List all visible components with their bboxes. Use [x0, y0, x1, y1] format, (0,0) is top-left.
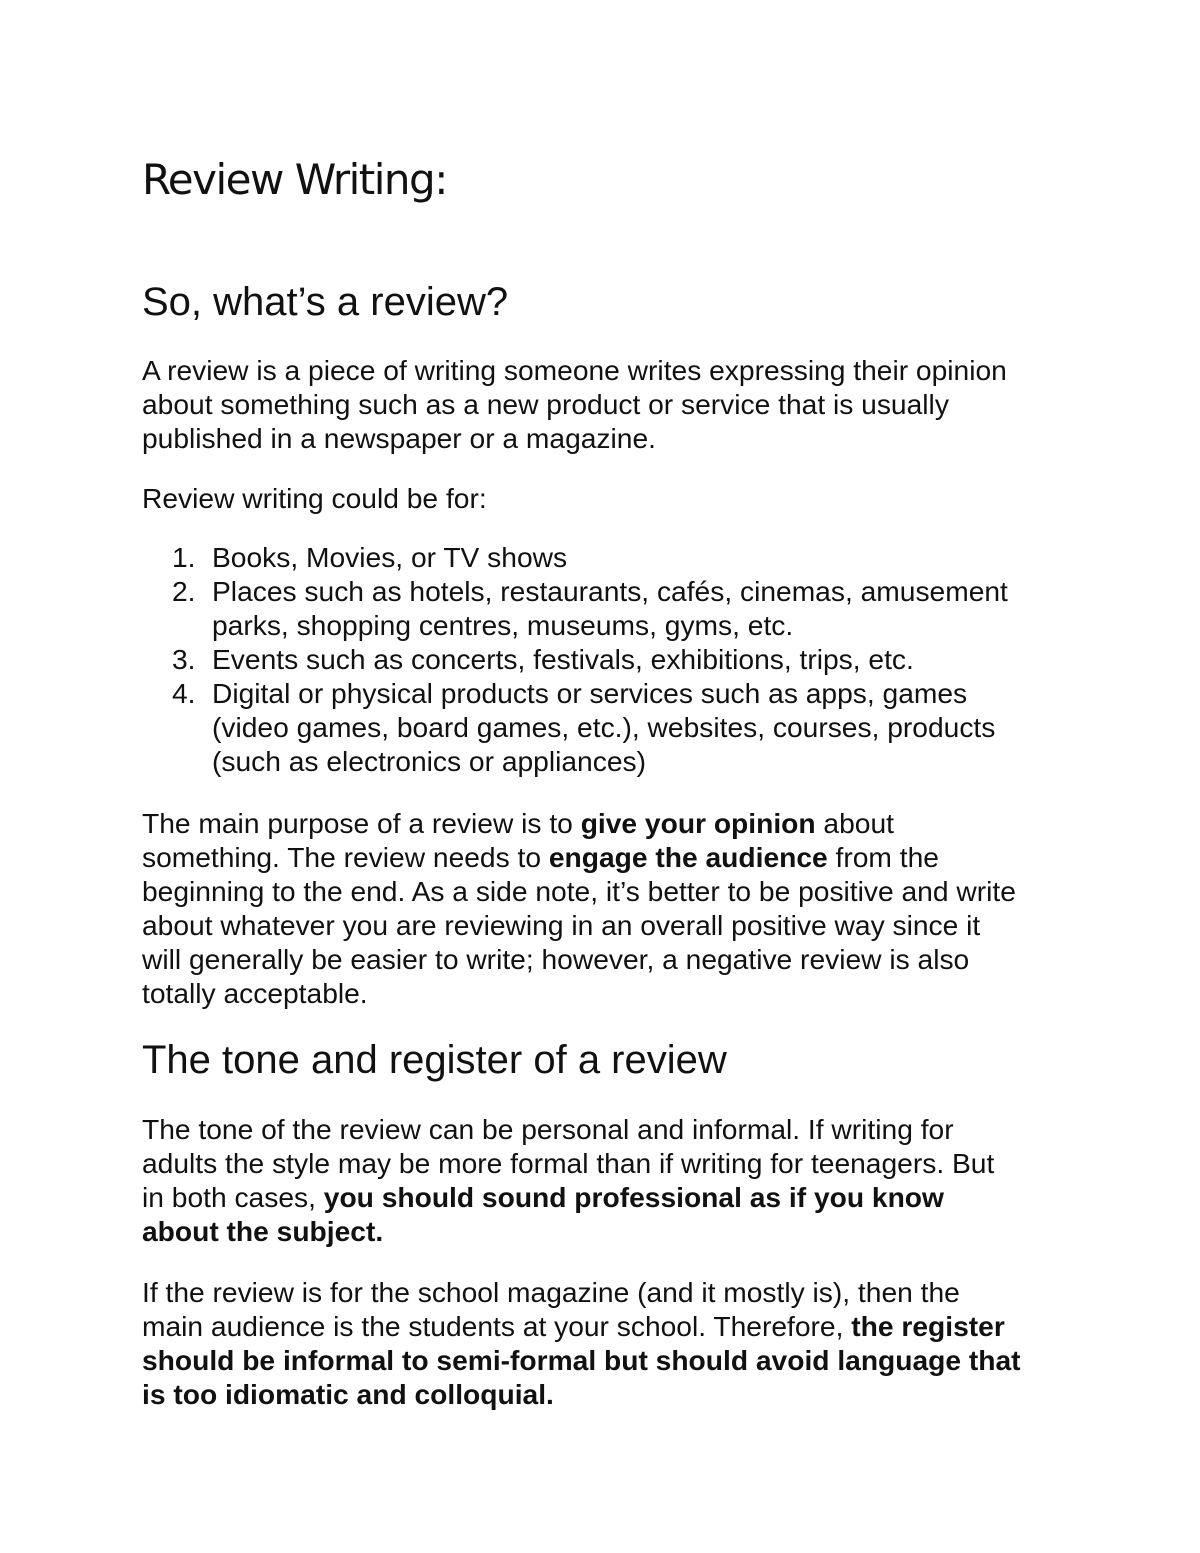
list-number: 2.: [172, 575, 196, 607]
list-item-text: Digital or physical products or services such as apps, games: [212, 677, 968, 709]
definition-line: about something such as a new product or service that is usually: [142, 388, 949, 420]
text-run: The main purpose of a review is to: [142, 807, 581, 839]
text-run: from the: [827, 841, 939, 873]
bold-phrase: you should sound professional as if you know: [323, 1181, 944, 1213]
list-item: [142, 676, 1082, 778]
list-number: 4.: [172, 677, 196, 709]
list-item-text: Places such as hotels, restaurants, cafés, cinemas, amusement: [212, 575, 1008, 607]
text-run: adults the style may be more formal than if writing for teenagers. But: [142, 1147, 995, 1179]
text-run: about: [815, 807, 894, 839]
bold-phrase: the register: [851, 1310, 1005, 1342]
text-run: main audience is the students at your school. Therefore,: [142, 1310, 852, 1342]
heading-tone-register: The tone and register of a review: [142, 1038, 727, 1082]
list-intro: Review writing could be for:: [142, 482, 487, 514]
list-item: [142, 642, 1082, 676]
list-item: [142, 574, 1082, 642]
list-item-text: parks, shopping centres, museums, gyms, etc.: [212, 609, 794, 641]
review-types-list: [142, 540, 1082, 778]
bold-phrase: is too idiomatic and colloquial.: [142, 1378, 554, 1410]
text-run: will generally be easier to write; however, a negative review is also: [142, 943, 970, 975]
bold-phrase: engage the audience: [548, 841, 828, 873]
list-item: [142, 540, 1082, 574]
register-paragraph: [142, 1275, 1082, 1411]
text-run: beginning to the end. As a side note, it’s better to be positive and write: [142, 875, 1016, 907]
text-run: something. The review needs to: [142, 841, 549, 873]
list-item-text: (such as electronics or appliances): [212, 745, 646, 777]
text-run: about whatever you are reviewing in an overall positive way since it: [142, 909, 981, 941]
bold-phrase: give your opinion: [580, 807, 816, 839]
text-run: totally acceptable.: [142, 977, 368, 1009]
definition-paragraph: [142, 353, 1082, 455]
list-item-text: Books, Movies, or TV shows: [212, 541, 568, 573]
text-run: in both cases,: [142, 1181, 324, 1213]
definition-line: A review is a piece of writing someone writes expressing their opinion: [142, 354, 1007, 386]
purpose-paragraph: [142, 806, 1082, 1010]
bold-phrase: about the subject.: [142, 1215, 384, 1247]
bold-phrase: should be informal to semi-formal but should avoid language that: [142, 1344, 1021, 1376]
text-run: The tone of the review can be personal and informal. If writing for: [142, 1113, 954, 1145]
list-number: 3.: [172, 643, 196, 675]
definition-line: published in a newspaper or a magazine.: [142, 422, 656, 454]
text-run: If the review is for the school magazine (and it mostly is), then the: [142, 1276, 960, 1308]
tone-paragraph: [142, 1112, 1082, 1248]
list-item-text: Events such as concerts, festivals, exhibitions, trips, etc.: [212, 643, 914, 675]
list-number: 1.: [172, 541, 196, 573]
list-item-text: (video games, board games, etc.), websites, courses, products: [212, 711, 996, 743]
document-title: Review Writing:: [142, 155, 447, 204]
heading-whats-a-review: So, what’s a review?: [142, 280, 509, 324]
